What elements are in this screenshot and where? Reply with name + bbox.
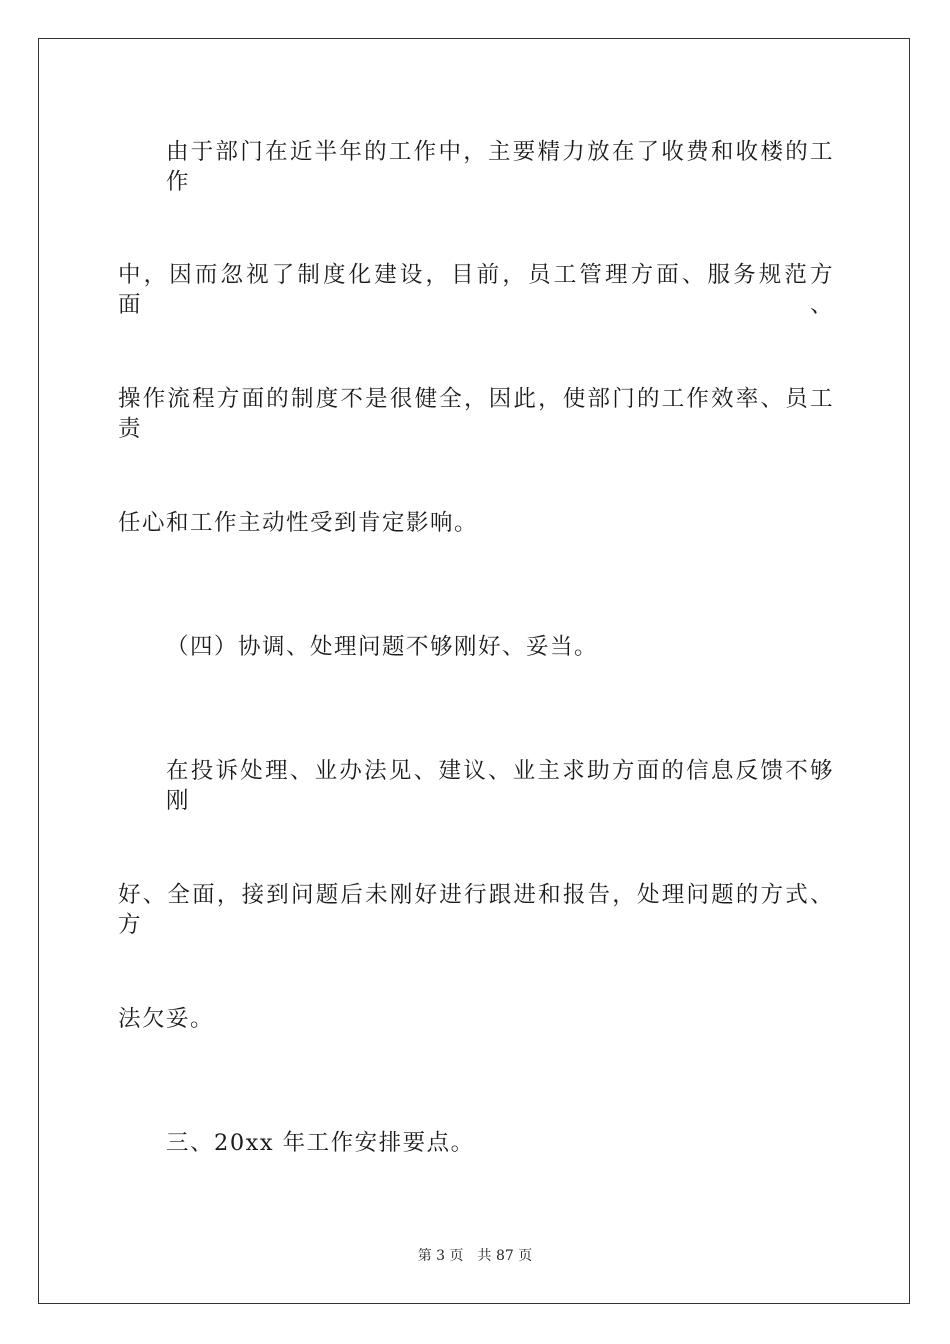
- paragraph-1-line-4: 任心和工作主动性受到肯定影响。: [118, 510, 479, 536]
- paragraph-2-line-1: 在投诉处理、业办法见、建议、业主求助方面的信息反馈不够刚: [166, 758, 834, 814]
- page-total: 共 87 页: [477, 1248, 533, 1264]
- section-heading-four: （四）协调、处理问题不够刚好、妥当。: [166, 634, 599, 660]
- page-border: [38, 38, 910, 1304]
- section-heading-three: 三、20xx 年工作安排要点。: [166, 1130, 475, 1156]
- paragraph-1-line-1: 由于部门在近半年的工作中，主要精力放在了收费和收楼的工作: [166, 139, 834, 195]
- paragraph-1-line-3: 操作流程方面的制度不是很健全，因此，使部门的工作效率、员工责: [118, 386, 834, 442]
- paragraph-2-line-3: 法欠妥。: [118, 1006, 215, 1032]
- paragraph-2-line-2: 好、全面，接到问题后未刚好进行跟进和报告，处理问题的方式、方: [118, 882, 834, 938]
- paragraph-1-line-2: 中，因而忽视了制度化建设，目前，员工管理方面、服务规范方面、: [118, 262, 834, 318]
- page-footer: [0, 1247, 950, 1265]
- page-number: 第 3 页: [417, 1248, 464, 1264]
